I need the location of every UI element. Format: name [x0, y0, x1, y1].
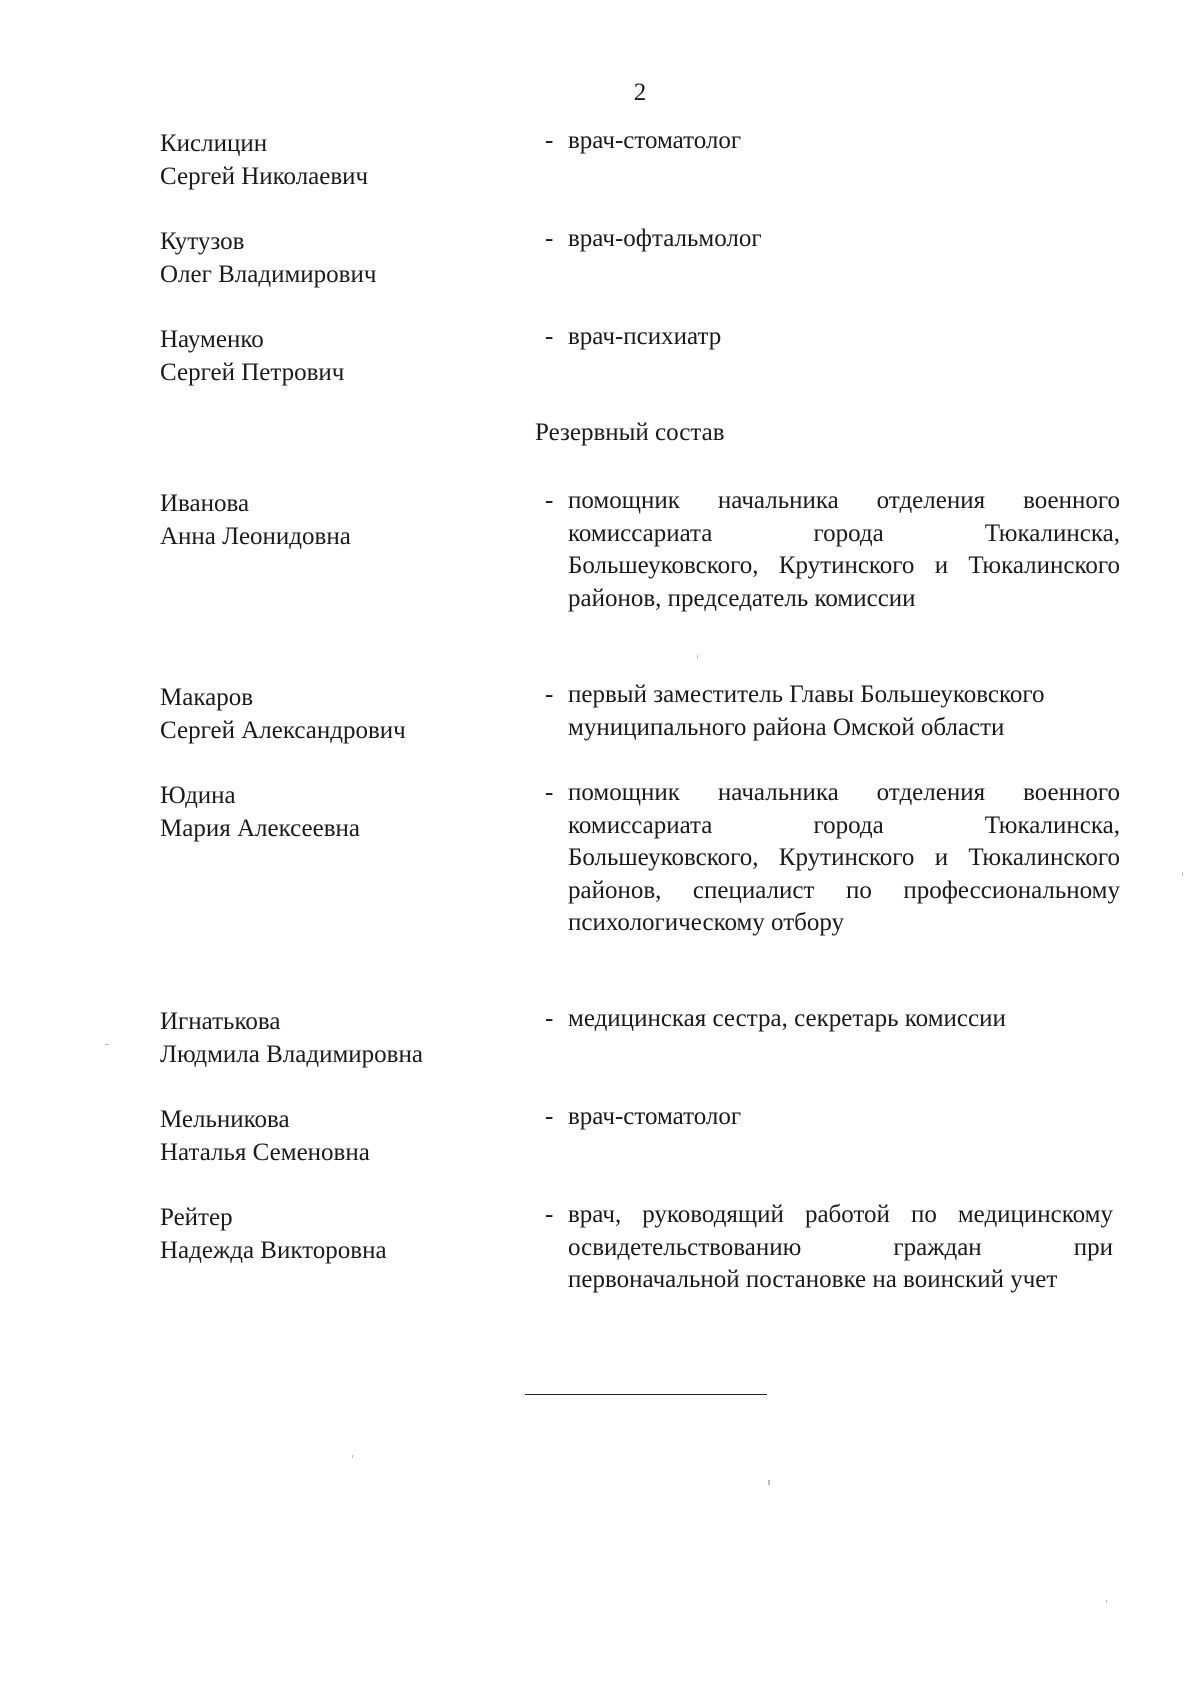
member-surname: Кислицин	[160, 130, 268, 157]
member-dash: -	[545, 681, 554, 708]
member-role: первый заместитель Главы Большеуковского муниципального района Омской области	[568, 681, 1045, 741]
member-surname: Иванова	[160, 490, 250, 517]
member-role: медицинская сестра, секретарь комиссии	[568, 1005, 1006, 1032]
member-name	[160, 488, 540, 553]
member-dash: -	[545, 779, 554, 806]
member-given-names: Людмила Владимировна	[160, 1040, 423, 1068]
member-role: врач-стоматолог	[568, 127, 742, 154]
scan-speck	[697, 655, 698, 659]
member-name	[160, 1006, 540, 1071]
member-given-names: Анна Леонидовна	[160, 522, 351, 550]
member-role: помощник начальника отделения военного комиссариата города Тюкалинска, Большеуковского, Крутинского и Тюкалинского районов, председатель комиссии	[568, 487, 1120, 612]
member-role: врач-офтальмолог	[568, 225, 762, 252]
member-role: помощник начальника отделения военного комиссариата города Тюкалинска, Большеуковского, Крутинского и Тюкалинского районов, специалист по профессиональному психологическому отбору	[568, 779, 1120, 936]
member-dash: -	[545, 323, 554, 350]
member-given-names: Наталья Семеновна	[160, 1138, 370, 1166]
end-of-list-rule	[525, 1394, 767, 1395]
page-number: 2	[633, 79, 647, 106]
member-name	[160, 682, 540, 747]
member-dash: -	[545, 487, 554, 514]
member-given-names: Сергей Петрович	[160, 358, 345, 386]
member-role: врач, руководящий работой по медицинскому освидетельствованию граждан при первоначальной постановке на воинский учет	[568, 1201, 1113, 1293]
member-surname: Мельникова	[160, 1106, 290, 1133]
member-name	[160, 226, 540, 291]
member-surname: Макаров	[160, 684, 253, 711]
member-dash: -	[545, 225, 554, 252]
member-name	[160, 324, 540, 389]
member-given-names: Сергей Александрович	[160, 716, 406, 744]
member-given-names: Олег Владимирович	[160, 260, 377, 288]
reserve-section-title: Резервный состав	[535, 419, 725, 446]
member-surname: Юдина	[160, 782, 236, 809]
scan-speck	[1182, 872, 1183, 876]
member-role: врач-психиатр	[568, 323, 722, 350]
scan-speck	[105, 1044, 109, 1045]
member-dash: -	[545, 1201, 554, 1228]
member-surname: Кутузов	[160, 228, 245, 255]
member-name	[160, 128, 540, 193]
member-name	[160, 1104, 540, 1169]
member-given-names: Сергей Николаевич	[160, 162, 369, 190]
member-name	[160, 780, 540, 845]
member-surname: Науменко	[160, 326, 264, 353]
scan-speck	[352, 1455, 353, 1458]
scan-speck	[1106, 1600, 1107, 1603]
member-given-names: Мария Алексеевна	[160, 814, 360, 842]
member-dash: -	[545, 127, 554, 154]
scan-speck	[768, 1480, 770, 1485]
member-dash: -	[545, 1005, 554, 1032]
member-given-names: Надежда Викторовна	[160, 1236, 387, 1264]
member-role: врач-стоматолог	[568, 1103, 742, 1130]
member-surname: Игнатькова	[160, 1008, 281, 1035]
member-name	[160, 1202, 540, 1267]
member-dash: -	[545, 1103, 554, 1130]
member-surname: Рейтер	[160, 1204, 233, 1231]
